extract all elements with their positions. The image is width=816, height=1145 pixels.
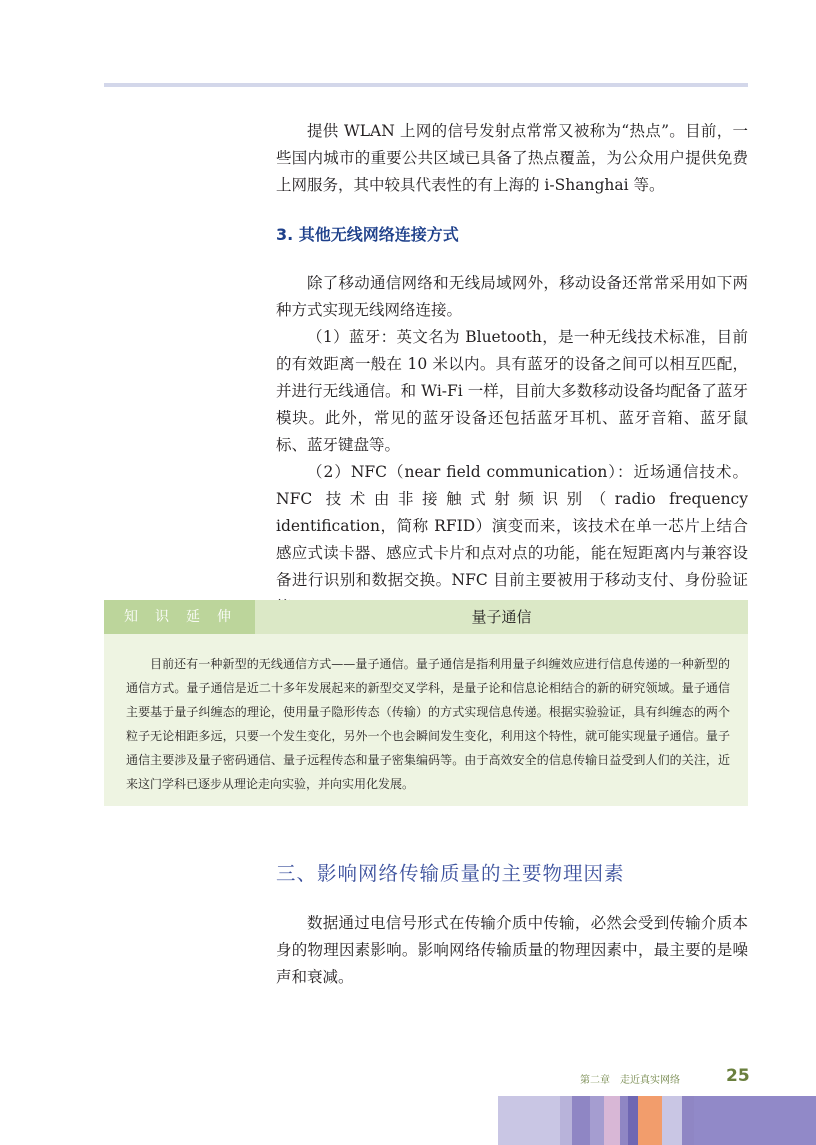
box-paragraph: 目前还有一种新型的无线通信方式——量子通信。量子通信是指利用量子纠缠效应进行信息传递的一种新型的通信方式。量子通信是近二十多年发展起来的新型交叉学科，是量子论和信息论相结合的新的研究领域。量子通信主要基于量子纠缠态的理论，使用量子隐形传态（传输）的方式实现信息传递。根据实验验证，具有纠缠态的两个粒子无论相距多远，只要一个发生变化，另外一个也会瞬间发生变化，利用这个特性，就可能实现量子通信。量子通信主要涉及量子密码通信、量子远程传态和量子密集编码等。由于高效安全的信息传输日益受到人们的关注，近来这门学科已逐步从理论走向实验，并向实用化发展。: [126, 657, 730, 791]
page-number: 25: [726, 1066, 750, 1086]
knowledge-extension-box: [104, 600, 748, 806]
paragraph-nfc: （2）NFC（near field communication）：近场通信技术。NFC 技术由非接触式射频识别（radio frequency identification，简称 RFID）演变而来，该技术在单一芯片上结合感应式读卡器、感应式卡片和点对点的功能，能在短距离内与兼容设备进行识别和数据交换。NFC 目前主要被用于移动支付、身份验证: [276, 463, 748, 589]
section-3-heading: 3. 其他无线网络连接方式: [276, 225, 459, 244]
decorative-color-bars: [498, 1096, 816, 1145]
box-body: [126, 652, 730, 796]
paragraph: 除了移动通信网络和无线局域网外，移动设备还常常采用如下两种方式实现无线网络连接。: [276, 274, 748, 319]
header-rule: [104, 83, 748, 87]
paragraph-bluetooth: （1）蓝牙：英文名为 Bluetooth，是一种无线技术标准，目前的有效距离一般在 10 米以内。具有蓝牙的设备之间可以相互匹配，并进行无线通信。和 Wi-Fi 一样，目前大多数移动设备均配备了蓝牙模块。此外，常见的蓝牙设备还包括蓝牙耳机、蓝牙音箱、蓝牙鼠标、蓝牙键盘等。: [276, 328, 748, 454]
chapter-label: 第二章 走近真实网络: [580, 1075, 680, 1086]
box-header: [104, 600, 748, 634]
section-3-body: [276, 270, 748, 648]
section-three-heading: 三、影响网络传输质量的主要物理因素: [276, 862, 625, 885]
box-tag: 知识延伸: [104, 600, 255, 634]
intro-text: [276, 118, 748, 199]
section-three-paragraph: 数据通过电信号形式在传输介质中传输，必然会受到传输介质本身的物理因素影响。影响网络传输质量的物理因素中，最主要的是噪声和衰减。: [276, 914, 748, 986]
section-three-body: [276, 910, 748, 991]
intro-paragraph: 提供 WLAN 上网的信号发射点常常又被称为“热点”。目前，一些国内城市的重要公共区域已具备了热点覆盖，为公众用户提供免费上网服务，其中较具代表性的有上海的 i-Shanghai 等。: [276, 122, 748, 194]
box-title: 量子通信: [471, 608, 532, 626]
